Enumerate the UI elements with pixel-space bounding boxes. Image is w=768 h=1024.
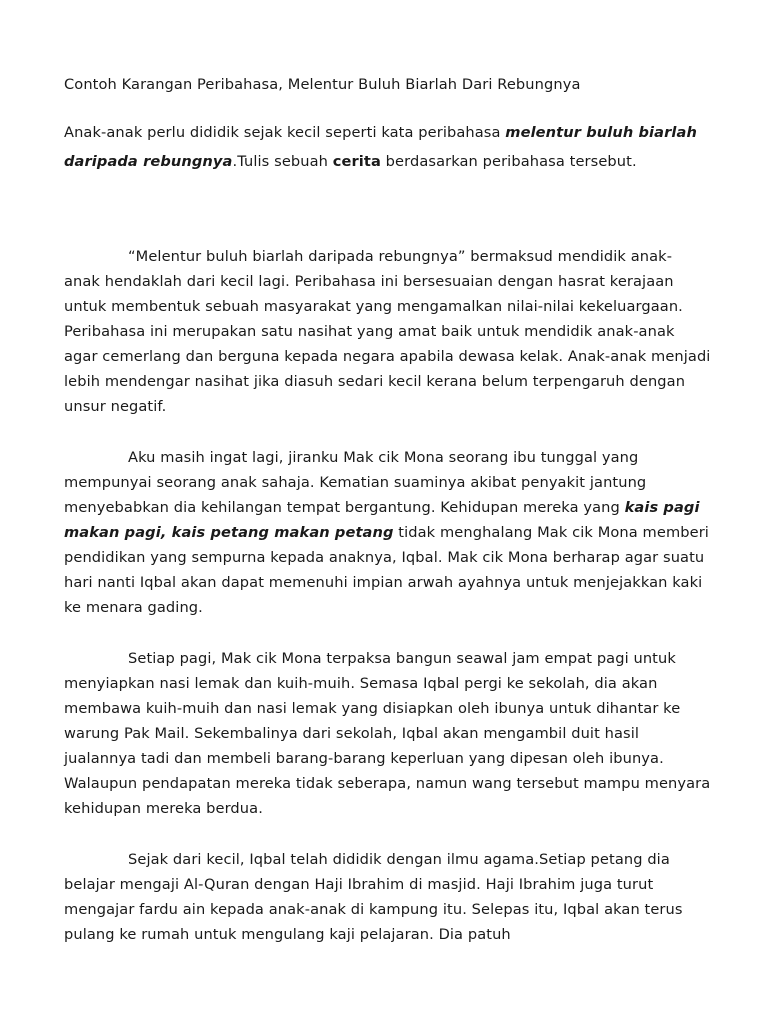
prompt-mid-text: .Tulis sebuah xyxy=(232,153,333,170)
prompt-keyword: cerita xyxy=(332,153,381,170)
prompt-intro-text: Anak-anak perlu dididik sejak kecil seperti kata peribahasa xyxy=(64,124,506,141)
essay-prompt xyxy=(64,118,724,176)
paragraph-2-text-after: tidak menghalang Mak cik Mona memberi pendidikan yang sempurna kepada anaknya, Iqbal. Mak cik Mona berharap agar suatu hari nanti Iqbal akan dapat memenuhi impian arwah ayahnya untuk menjejakkan kaki ke menara gading. xyxy=(64,524,709,616)
paragraph-mak-cik-mona xyxy=(64,445,712,620)
document-title: Contoh Karangan Peribahasa, Melentur Buluh Biarlah Dari Rebungnya xyxy=(64,76,581,93)
prompt-proverb: melentur buluh biarlah daripada rebungnya xyxy=(64,124,697,170)
paragraph-2-idiom: kais pagi makan pagi, kais petang makan petang xyxy=(64,499,700,541)
paragraph-2-text-before: Aku masih ingat lagi, jiranku Mak cik Mona seorang ibu tunggal yang mempunyai seorang anak sahaja. Kematian suaminya akibat penyakit jantung menyebabkan dia kehilangan tempat bergantung. Kehidupan mereka yang xyxy=(64,449,647,516)
paragraph-introduction: “Melentur buluh biarlah daripada rebungnya” bermaksud mendidik anak- anak hendaklah dari kecil lagi. Peribahasa ini bersesuaian dengan hasrat kerajaan untuk membentuk sebuah masyarakat yang mengamalkan nilai-nilai kekeluargaan. Peribahasa ini merupakan satu nasihat yang amat baik untuk mendidik anak-anak agar cemerlang dan berguna kepada negara apabila dewasa kelak. Anak-anak menjadi lebih mendengar nasihat jika diasuh sedari kecil kerana belum terpengaruh dengan unsur negatif. xyxy=(64,248,711,415)
paragraph-religious-education: Sejak dari kecil, Iqbal telah dididik dengan ilmu agama.Setiap petang dia belajar mengaji Al-Quran dengan Haji Ibrahim di masjid. Haji Ibrahim juga turut mengajar fardu ain kepada anak-anak di kampung itu. Selepas itu, Iqbal akan terus pulang ke rumah untuk mengulang kaji pelajaran. Dia patuh xyxy=(64,851,683,943)
prompt-end-text: berdasarkan peribahasa tersebut. xyxy=(380,153,637,170)
paragraph-daily-routine: Setiap pagi, Mak cik Mona terpaksa bangun seawal jam empat pagi untuk menyiapkan nasi lemak dan kuih-muih. Semasa Iqbal pergi ke sekolah, dia akan membawa kuih-muih dan nasi lemak yang disiapkan oleh ibunya untuk dihantar ke warung Pak Mail. Sekembalinya dari sekolah, Iqbal akan mengambil duit hasil jualannya tadi dan membeli barang-barang keperluan yang dipesan oleh ibunya. Walaupun pendapatan mereka tidak seberapa, namun wang tersebut mampu menyara kehidupan mereka berdua. xyxy=(64,650,711,817)
essay-body xyxy=(64,244,712,973)
